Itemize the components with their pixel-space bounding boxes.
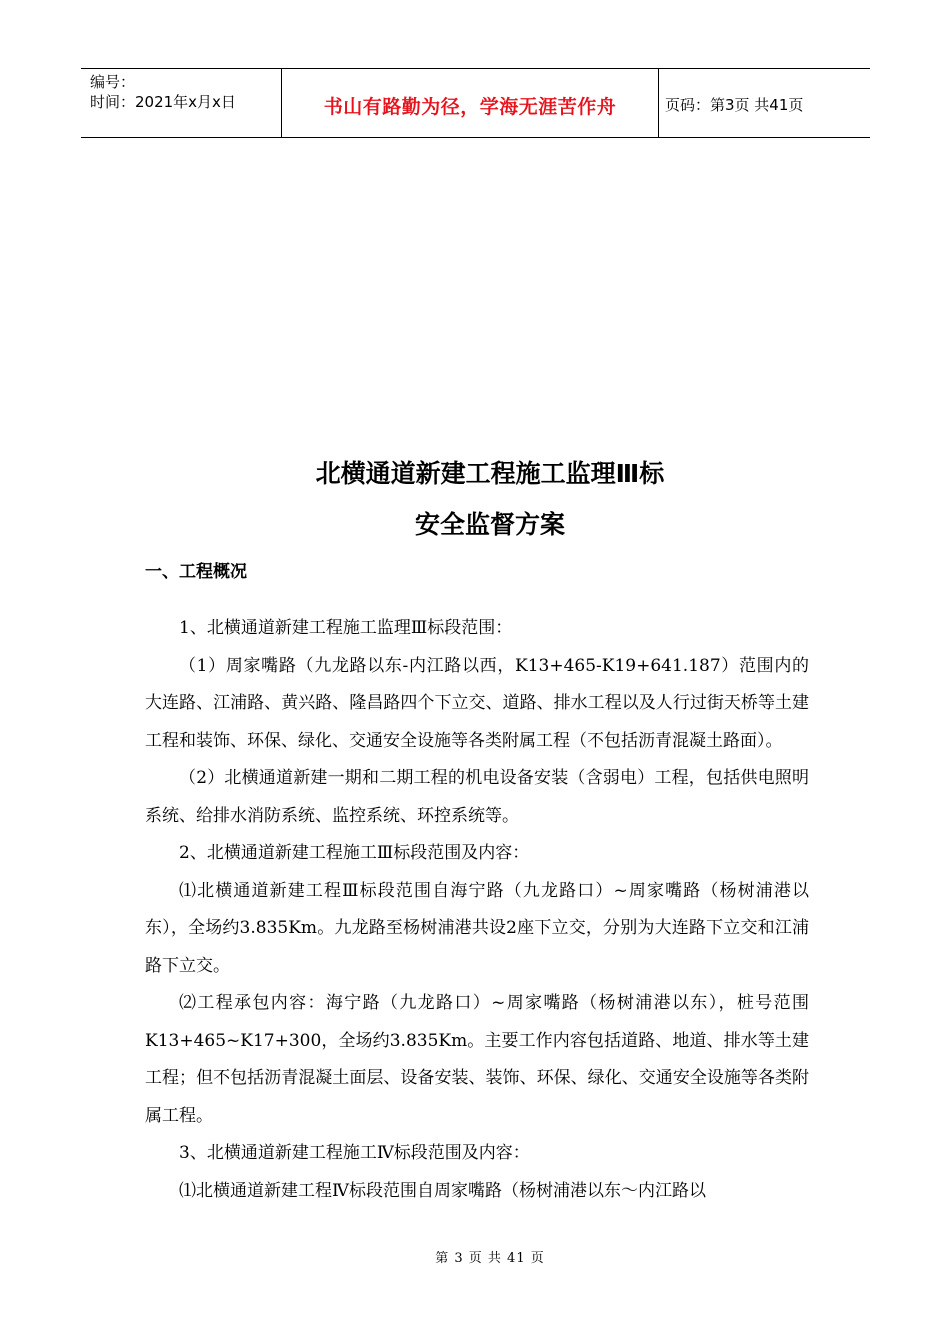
- document-title: 北横通道新建工程施工监理Ⅲ标: [315, 459, 665, 488]
- paragraph: ⑴北横通道新建工程Ⅲ标段范围自海宁路（九龙路口）~周家嘴路（杨树浦港以东），全场约3.835Km。九龙路至杨树浦港共设2座下立交，分别为大连路下立交和江浦路下立交。: [145, 880, 809, 976]
- paragraph: （2）北横通道新建一期和二期工程的机电设备安装（含弱电）工程，包括供电照明系统、给排水消防系统、监控系统、环控系统等。: [145, 768, 809, 826]
- header-motto: 书山有路勤为径，学海无涯苦作舟: [323, 95, 617, 118]
- header-page-cell: [659, 69, 870, 137]
- header-page-info: 页码：第3页 共41页: [665, 95, 804, 114]
- paragraph: 1、北横通道新建工程施工监理Ⅲ标段范围：: [179, 618, 513, 638]
- paragraph: ⑵工程承包内容：海宁路（九龙路口）~周家嘴路（杨树浦港以东），桩号范围K13+465~K17+300，全场约3.835Km。主要工作内容包括道路、地道、排水等土建工程；但不包括沥青混凝土面层、设备安装、装饰、环保、绿化、交通安全设施等各类附属工程。: [145, 993, 809, 1126]
- paragraph: ⑴北横通道新建工程Ⅳ标段范围自周家嘴路（杨树浦港以东～内江路以: [179, 1180, 706, 1201]
- document-header: [81, 68, 870, 138]
- header-number-label: 编号：: [90, 73, 136, 91]
- paragraph: 3、北横通道新建工程施工Ⅳ标段范围及内容：: [179, 1143, 530, 1163]
- header-motto-cell: [282, 69, 659, 137]
- paragraph: 2、北横通道新建工程施工Ⅲ标段范围及内容：: [179, 843, 530, 863]
- section-heading: 一、工程概况: [145, 562, 247, 582]
- section-body: [145, 610, 809, 1210]
- document-subtitle: 安全监督方案: [414, 510, 565, 539]
- header-meta-cell: [81, 69, 282, 137]
- header-date: 时间：2021年x月x日: [90, 93, 236, 111]
- page-footer: 第 3 页 共 41 页: [435, 1251, 545, 1266]
- paragraph: （1）周家嘴路（九龙路以东-内江路以西，K13+465-K19+641.187）范围内的大连路、江浦路、黄兴路、隆昌路四个下立交、道路、排水工程以及人行过街天桥等土建工程和装饰、环保、绿化、交通安全设施等各类附属工程（不包括沥青混凝土路面）。: [145, 655, 809, 751]
